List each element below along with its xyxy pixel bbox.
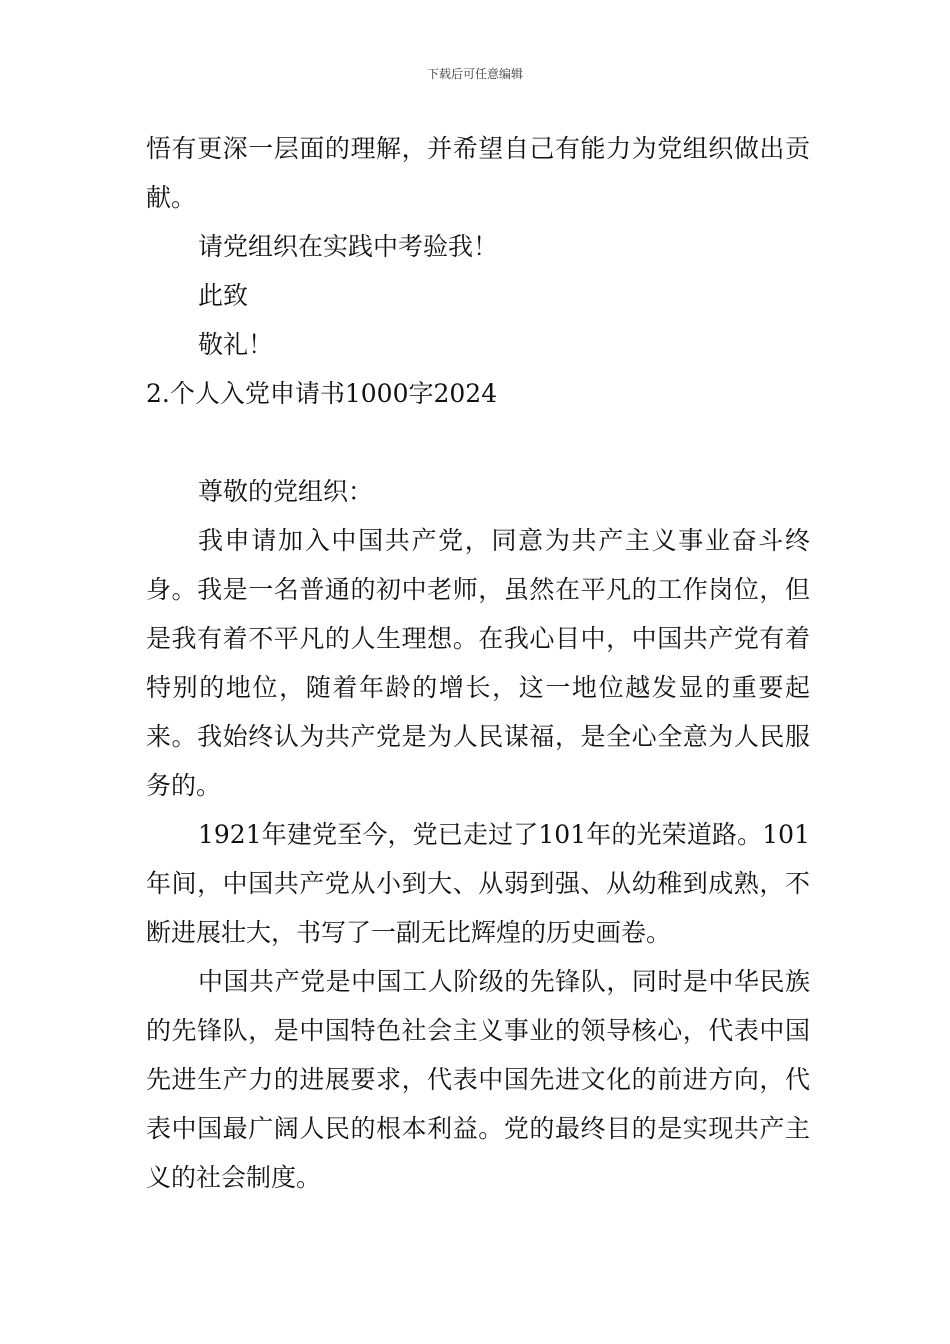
- greeting: 尊敬的党组织：: [198, 477, 374, 506]
- paragraph-continuation: 悟有更深一层面的理解，并希望自己有能力为党组织做出贡献。: [146, 134, 810, 212]
- document-body: [146, 124, 810, 1202]
- paragraph-application: 我申请加入中国共产党，同意为共产主义事业奋斗终身。我是一名普通的初中老师，虽然在平凡的工作岗位，但是我有着不平凡的人生理想。在我心目中，中国共产党有着特别的地位，随着年龄的增长，这一地位越发显的重要起来。我始终认为共产党是为人民谋福，是全心全意为人民服务的。: [146, 526, 810, 800]
- paragraph-history: 1921年建党至今，党已走过了101年的光荣道路。101年间，中国共产党从小到大、从弱到强、从幼稚到成熟，不断进展壮大，书写了一副无比辉煌的历史画卷。: [146, 820, 810, 947]
- paragraph-request: 请党组织在实践中考验我！: [198, 232, 499, 261]
- blank-line: [146, 418, 810, 467]
- closing-regards: 敬礼！: [198, 330, 274, 359]
- closing-salutation: 此致: [198, 281, 249, 310]
- paragraph-party-nature: 中国共产党是中国工人阶级的先锋队，同时是中华民族的先锋队，是中国特色社会主义事业的领导核心，代表中国先进生产力的进展要求，代表中国先进文化的前进方向，代表中国最广阔人民的根本利益。党的最终目的是实现共产主义的社会制度。: [146, 967, 810, 1192]
- page-header-note: 下载后可任意编辑: [426, 67, 523, 81]
- section-heading: 2.个人入党申请书1000字2024: [146, 379, 498, 408]
